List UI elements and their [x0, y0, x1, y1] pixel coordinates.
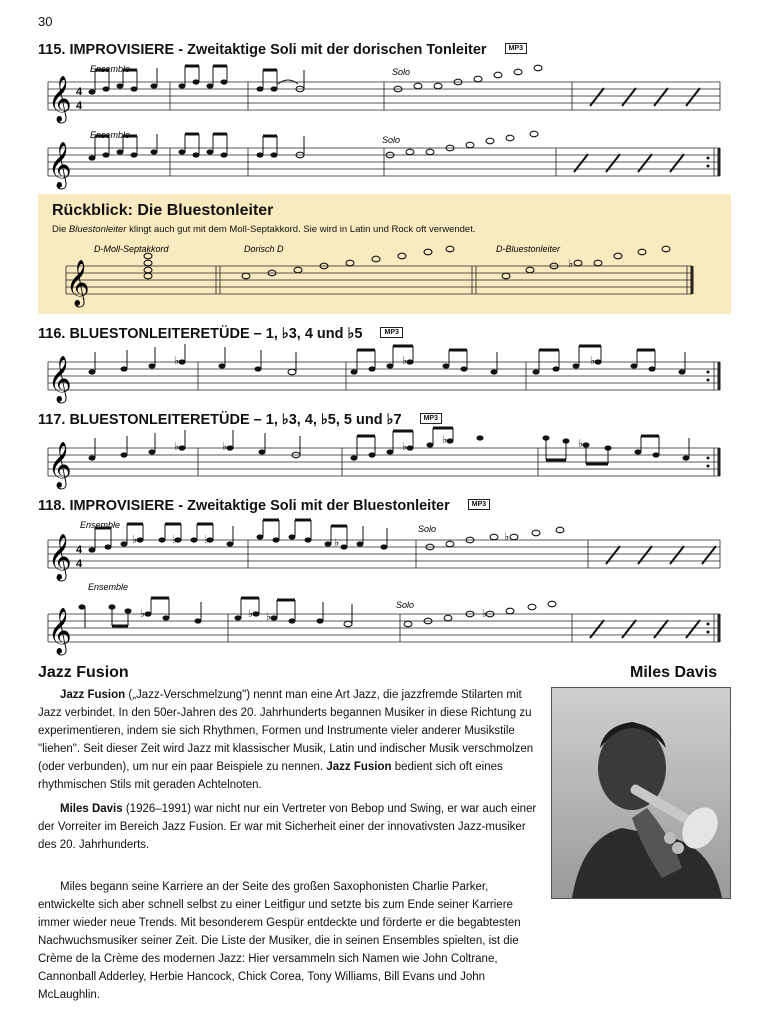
exercise-116-title: [38, 326, 403, 342]
mp3-badge[interactable]: MP3: [505, 43, 527, 54]
svg-text:4: 4: [76, 544, 83, 556]
svg-text:♭: ♭: [174, 355, 180, 367]
svg-text:♭: ♭: [140, 608, 146, 620]
exercise-number: 118.: [38, 498, 66, 514]
svg-text:𝄞: 𝄞: [48, 356, 72, 402]
treble-clef-icon: 𝄞: [48, 142, 72, 188]
label-chord: D-Moll-Septakkord: [94, 244, 169, 254]
miles-davis-photo: [551, 687, 731, 899]
svg-text:𝄞: 𝄞: [48, 608, 72, 654]
exercise-heading: IMPROVISIERE - Zweitaktige Soli mit der Bluestonleiter: [69, 498, 450, 514]
svg-text:♭: ♭: [222, 441, 228, 453]
exercise-heading: BLUESTONLEITERETÜDE – 1, ♭3, 4, ♭5, 5 und ♭7: [69, 412, 402, 428]
svg-text:♭: ♭: [402, 441, 408, 453]
svg-text:𝄞: 𝄞: [48, 534, 72, 580]
label-blues: D-Bluestonleiter: [496, 244, 561, 254]
solo-label: Solo: [418, 524, 437, 534]
svg-text:𝄞: 𝄞: [48, 442, 72, 488]
label-dorian: Dorisch D: [244, 244, 284, 254]
treble-clef-icon: 𝄞: [48, 76, 72, 122]
staff-115-line2: [38, 128, 732, 188]
mp3-badge[interactable]: MP3: [420, 413, 442, 424]
jazz-fusion-heading: Jazz Fusion: [38, 664, 129, 681]
svg-text:♭: ♭: [266, 611, 272, 623]
svg-text:♭: ♭: [334, 537, 340, 549]
review-box-text: Die Bluestonleiter klingt auch gut mit dem Moll-Septakkord. Sie wird in Latin und Rock oft verwendet.: [52, 224, 476, 235]
svg-text:♭: ♭: [174, 441, 180, 453]
exercise-118-title: [38, 498, 490, 514]
ensemble-label: Ensemble: [90, 130, 131, 140]
exercise-number: 117.: [38, 412, 66, 428]
staff-review: [38, 240, 732, 310]
exercise-number: 116.: [38, 326, 66, 342]
mp3-badge[interactable]: MP3: [380, 327, 402, 338]
staff-116: [38, 342, 732, 402]
exercise-heading: BLUESTONLEITERETÜDE – 1, ♭3, 4 und ♭5: [69, 326, 363, 342]
staff-117: [38, 428, 732, 488]
solo-label: Solo: [382, 135, 401, 145]
ensemble-label: Ensemble: [80, 520, 121, 530]
treble-clef-icon: 𝄞: [66, 260, 90, 306]
svg-text:♭: ♭: [172, 534, 178, 546]
solo-label: Solo: [392, 67, 411, 77]
svg-text:♭: ♭: [248, 608, 254, 620]
staff-115-line1: [38, 62, 732, 122]
ensemble-label: Ensemble: [88, 582, 129, 592]
svg-text:4: 4: [76, 558, 83, 570]
svg-text:♭: ♭: [402, 355, 408, 367]
svg-text:♭: ♭: [204, 534, 210, 546]
svg-text:♭: ♭: [590, 355, 596, 367]
exercise-115-title: [38, 42, 527, 58]
mp3-badge[interactable]: MP3: [468, 499, 490, 510]
jazz-fusion-paragraph-1: Jazz Fusion („Jazz-Verschmelzung") nennt man eine Art Jazz, die jazzfremde Stilarten mit Jazz verbindet. In den 50er-Jahren des 20. Jahrhunderts begannen Musiker in diese Richtung zu experimentieren, indem sie sich Rhythmen, Formen und Instrumente vieler anderer Musikstile "liehen". Seit dieser Zeit wird Jazz mit klassischer Musik, Latin und indischer Musik verschmolzen (oder verbunden), um nur ein paar Beispiele zu nennen. Jazz Fusion bedient sich oft eines rhythmischen Stils mit geraden Achtelnoten.: [38, 689, 534, 791]
svg-text:♭: ♭: [132, 534, 138, 546]
miles-davis-heading: Miles Davis: [630, 664, 718, 681]
time-sig-bottom: 4: [76, 100, 83, 112]
exercise-heading: IMPROVISIERE - Zweitaktige Soli mit der dorischen Tonleiter: [69, 42, 487, 58]
svg-text:♭: ♭: [578, 438, 584, 450]
exercise-number: 115.: [38, 42, 66, 58]
solo-label: Solo: [396, 600, 415, 610]
staff-118-line2: [38, 582, 732, 654]
staff-118-line1: [38, 516, 732, 580]
svg-text:♭: ♭: [442, 434, 448, 446]
svg-text:♭: ♭: [482, 608, 488, 620]
trumpet-player-photo-icon: [552, 688, 730, 898]
flat-icon: ♭: [568, 258, 574, 270]
svg-text:♭: ♭: [504, 531, 510, 543]
page-number: 30: [38, 14, 53, 29]
jazz-fusion-paragraph-2: Miles Davis (1926–1991) war nicht nur ein Vertreter von Bebop und Swing, er war auch einer der Vorreiter im Bereich Jazz Fusion. Er war mit Sicherheit einer der innovativsten Jazz-musiker des 20. Jahrhunderts.: [38, 803, 537, 851]
jazz-fusion-paragraph-3: Miles begann seine Karriere an der Seite des großen Saxophonisten Charlie Parker, entwickelte sich aber schnell selbst zu einer Leitfigur und setzte bis zum Ende seiner Karriere immer wieder neue Trends. Mit besonderem Gespür entdeckte und förderte er die begabtesten Nachwuchsmusiker seiner Zeit. Die Liste der Musiker, die in seinen Ensembles spielten, ist die Crème de la Crème des modernen Jazz: Hier versammeln sich Namen wie John Coltrane, Cannonball Adderley, Herbie Hancock, Chick Corea, Tony Williams, Bill Evans und John McLaughlin.: [38, 881, 521, 1001]
ensemble-label: Ensemble: [90, 64, 131, 74]
exercise-117-title: [38, 412, 442, 428]
time-sig-top: 4: [76, 86, 83, 98]
review-box-title: Rückblick: Die Bluestonleiter: [52, 202, 274, 219]
